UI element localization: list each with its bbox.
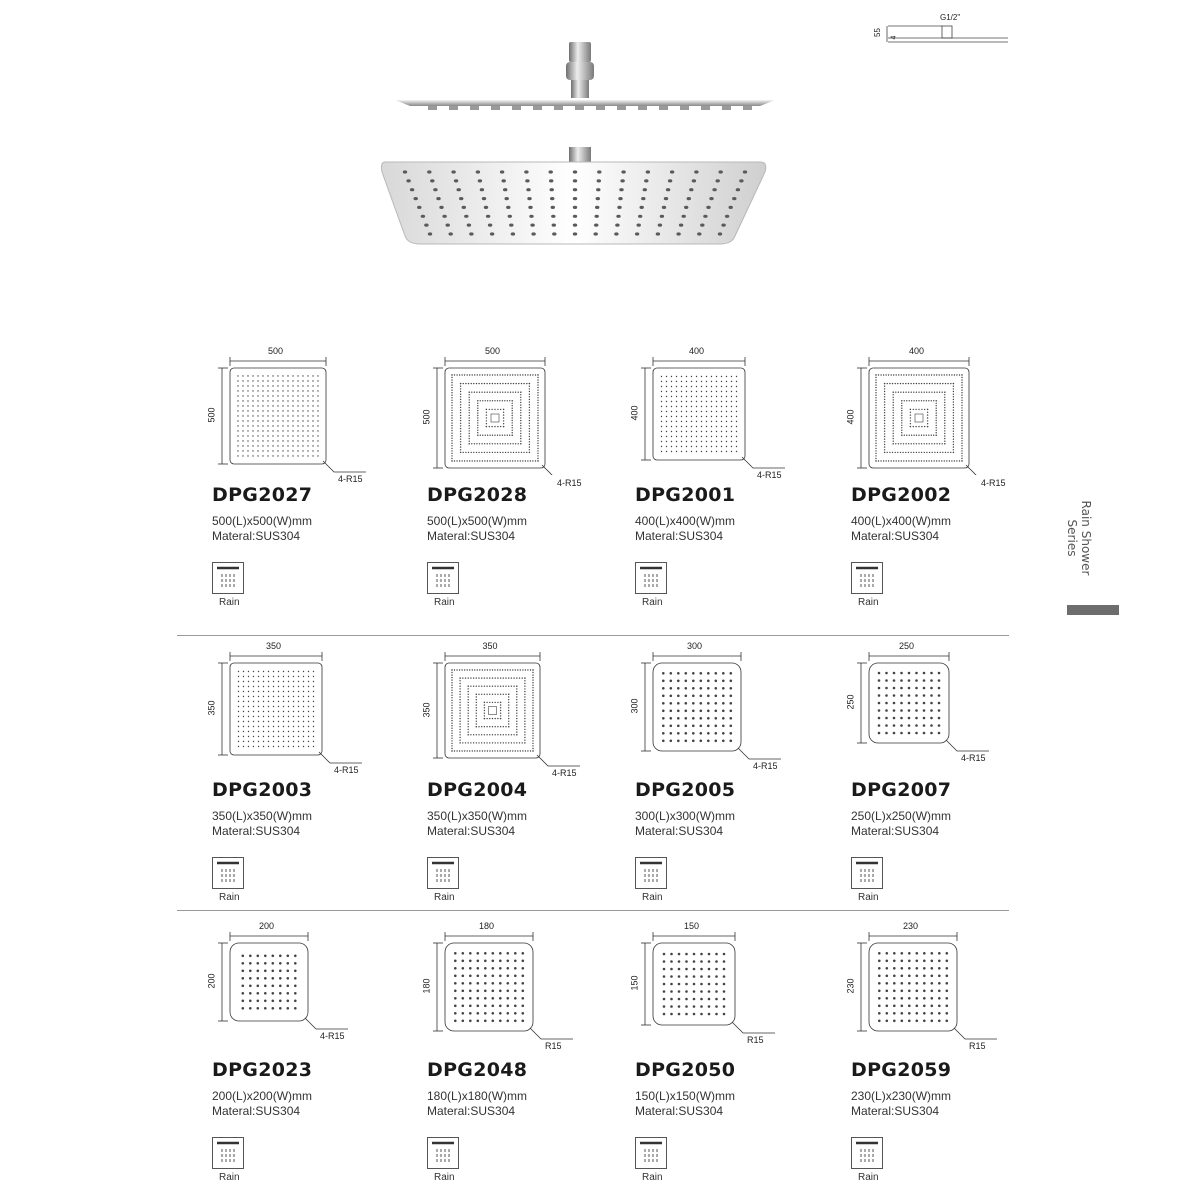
dim-top-label: 300 — [687, 641, 703, 651]
product-size: 500(L)x500(W)mm — [212, 514, 313, 528]
dim-top-label: 230 — [903, 921, 919, 931]
product-drawing — [212, 350, 382, 475]
dim-height-label: 55 — [872, 28, 882, 37]
product-drawing — [635, 350, 805, 475]
thread-dimension-sketch — [887, 26, 1008, 42]
dim-top-label: 150 — [684, 921, 700, 931]
product-code: DPG2005 — [635, 779, 736, 801]
product-size: 350(L)x350(W)mm — [212, 809, 313, 823]
dim-side-label: 200 — [206, 973, 217, 989]
product-size: 250(L)x250(W)mm — [851, 809, 952, 823]
product-material: Materal:SUS304 — [635, 1104, 724, 1118]
dim-top-label: 250 — [899, 641, 915, 651]
product-drawing — [427, 645, 597, 770]
product-size: 200(L)x200(W)mm — [212, 1089, 313, 1103]
dim-side-label: 300 — [629, 698, 640, 714]
dim-side-label: 500 — [421, 409, 432, 425]
product-card — [421, 921, 627, 1185]
dim-side-label: 150 — [629, 975, 640, 991]
rain-mode-label: Rain — [642, 892, 663, 903]
product-size: 400(L)x400(W)mm — [635, 514, 736, 528]
shower-perspective-view — [381, 147, 765, 244]
rain-mode-label: Rain — [858, 1172, 879, 1183]
corner-radius-label: 4-R15 — [338, 474, 363, 484]
rain-mode-label: Rain — [219, 1172, 240, 1183]
rain-mode-label: Rain — [434, 597, 455, 608]
series-tab-bar — [1067, 605, 1119, 615]
product-material: Materal:SUS304 — [427, 529, 516, 543]
rain-mode-icon — [851, 1137, 883, 1169]
rain-mode-icon — [851, 562, 883, 594]
product-size: 500(L)x500(W)mm — [427, 514, 528, 528]
product-card — [206, 346, 412, 610]
rain-mode-label: Rain — [858, 597, 879, 608]
product-card — [206, 921, 412, 1185]
product-material: Materal:SUS304 — [427, 824, 516, 838]
product-size: 400(L)x400(W)mm — [851, 514, 952, 528]
product-drawing — [427, 350, 597, 475]
product-code: DPG2050 — [635, 1059, 736, 1081]
corner-radius-label: 4-R15 — [753, 761, 778, 771]
rain-mode-label: Rain — [858, 892, 879, 903]
product-code: DPG2004 — [427, 779, 528, 801]
product-size: 180(L)x180(W)mm — [427, 1089, 528, 1103]
product-code: DPG2027 — [212, 484, 313, 506]
dim-thread-label: G1/2" — [940, 13, 961, 22]
product-material: Materal:SUS304 — [212, 824, 301, 838]
product-drawing — [635, 645, 805, 770]
rain-mode-icon — [212, 1137, 244, 1169]
product-size: 230(L)x230(W)mm — [851, 1089, 952, 1103]
product-card — [206, 641, 412, 905]
corner-radius-label: 4-R15 — [557, 478, 582, 488]
rain-mode-label: Rain — [642, 597, 663, 608]
product-code: DPG2001 — [635, 484, 736, 506]
product-drawing — [427, 925, 597, 1050]
product-card — [629, 641, 835, 905]
rain-mode-label: Rain — [219, 597, 240, 608]
product-material: Materal:SUS304 — [635, 529, 724, 543]
dim-side-label: 350 — [421, 701, 432, 718]
dim-top-label: 350 — [266, 641, 282, 651]
dim-top-label: 500 — [485, 346, 501, 356]
dim-side-label: 230 — [845, 978, 856, 994]
product-material: Materal:SUS304 — [635, 824, 724, 838]
rain-mode-icon — [635, 1137, 667, 1169]
corner-radius-label: 4-R15 — [552, 768, 577, 778]
product-code: DPG2028 — [427, 484, 528, 506]
product-code: DPG2003 — [212, 779, 313, 801]
dim-top-label: 500 — [268, 346, 284, 356]
dim-thickness-label: 4 — [890, 35, 898, 40]
product-card — [845, 641, 1051, 905]
product-size: 350(L)x350(W)mm — [427, 809, 528, 823]
corner-radius-label: 4-R15 — [757, 470, 782, 480]
dim-side-label: 250 — [845, 694, 856, 710]
product-drawing — [851, 350, 1021, 475]
product-drawing — [212, 925, 382, 1050]
product-code: DPG2007 — [851, 779, 952, 801]
row-divider-2 — [177, 910, 1009, 911]
corner-radius-label: 4-R15 — [981, 478, 1006, 488]
product-card — [845, 921, 1051, 1185]
row-divider-1 — [177, 635, 1009, 636]
product-drawing — [851, 925, 1021, 1050]
dim-top-label: 400 — [689, 346, 705, 356]
product-material: Materal:SUS304 — [851, 1104, 940, 1118]
rain-mode-icon — [427, 857, 459, 889]
corner-radius-label: 4-R15 — [961, 753, 986, 763]
product-code: DPG2059 — [851, 1059, 952, 1081]
product-card — [629, 346, 835, 610]
product-code: DPG2002 — [851, 484, 952, 506]
product-drawing — [851, 645, 1021, 770]
dim-top-label: 200 — [259, 921, 275, 931]
product-card — [629, 921, 835, 1185]
rain-mode-label: Rain — [434, 1172, 455, 1183]
dim-top-label: 350 — [482, 641, 498, 651]
rain-mode-label: Rain — [642, 1172, 663, 1183]
product-card — [421, 346, 627, 610]
dim-top-label: 180 — [479, 921, 495, 931]
rain-mode-label: Rain — [434, 892, 455, 903]
product-size: 150(L)x150(W)mm — [635, 1089, 736, 1103]
corner-radius-label: 4-R15 — [334, 765, 359, 775]
series-label: Rain Shower Series — [1065, 500, 1093, 576]
dim-side-label: 350 — [206, 700, 217, 716]
rain-mode-icon — [427, 562, 459, 594]
product-drawing — [212, 645, 382, 770]
product-drawing — [635, 925, 805, 1050]
shower-side-view — [395, 42, 775, 110]
product-material: Materal:SUS304 — [212, 1104, 301, 1118]
dim-side-label: 180 — [421, 978, 432, 994]
rain-mode-icon — [635, 562, 667, 594]
corner-radius-label: R15 — [545, 1041, 562, 1051]
rain-mode-icon — [851, 857, 883, 889]
rain-mode-label: Rain — [219, 892, 240, 903]
dim-side-label: 400 — [629, 405, 640, 421]
rain-mode-icon — [635, 857, 667, 889]
product-code: DPG2048 — [427, 1059, 528, 1081]
product-material: Materal:SUS304 — [427, 1104, 516, 1118]
corner-radius-label: R15 — [747, 1035, 764, 1045]
corner-radius-label: R15 — [969, 1041, 986, 1051]
product-card — [421, 641, 627, 905]
corner-radius-label: 4-R15 — [320, 1031, 345, 1041]
product-card — [845, 346, 1051, 610]
dim-side-label: 400 — [845, 409, 856, 425]
product-material: Materal:SUS304 — [851, 529, 940, 543]
rain-mode-icon — [427, 1137, 459, 1169]
product-material: Materal:SUS304 — [212, 529, 301, 543]
dim-side-label: 500 — [206, 407, 217, 423]
rain-mode-icon — [212, 562, 244, 594]
product-size: 300(L)x300(W)mm — [635, 809, 736, 823]
hero-illustration — [0, 0, 1200, 300]
rain-mode-icon — [212, 857, 244, 889]
dim-top-label: 400 — [909, 346, 925, 356]
product-code: DPG2023 — [212, 1059, 313, 1081]
product-material: Materal:SUS304 — [851, 824, 940, 838]
